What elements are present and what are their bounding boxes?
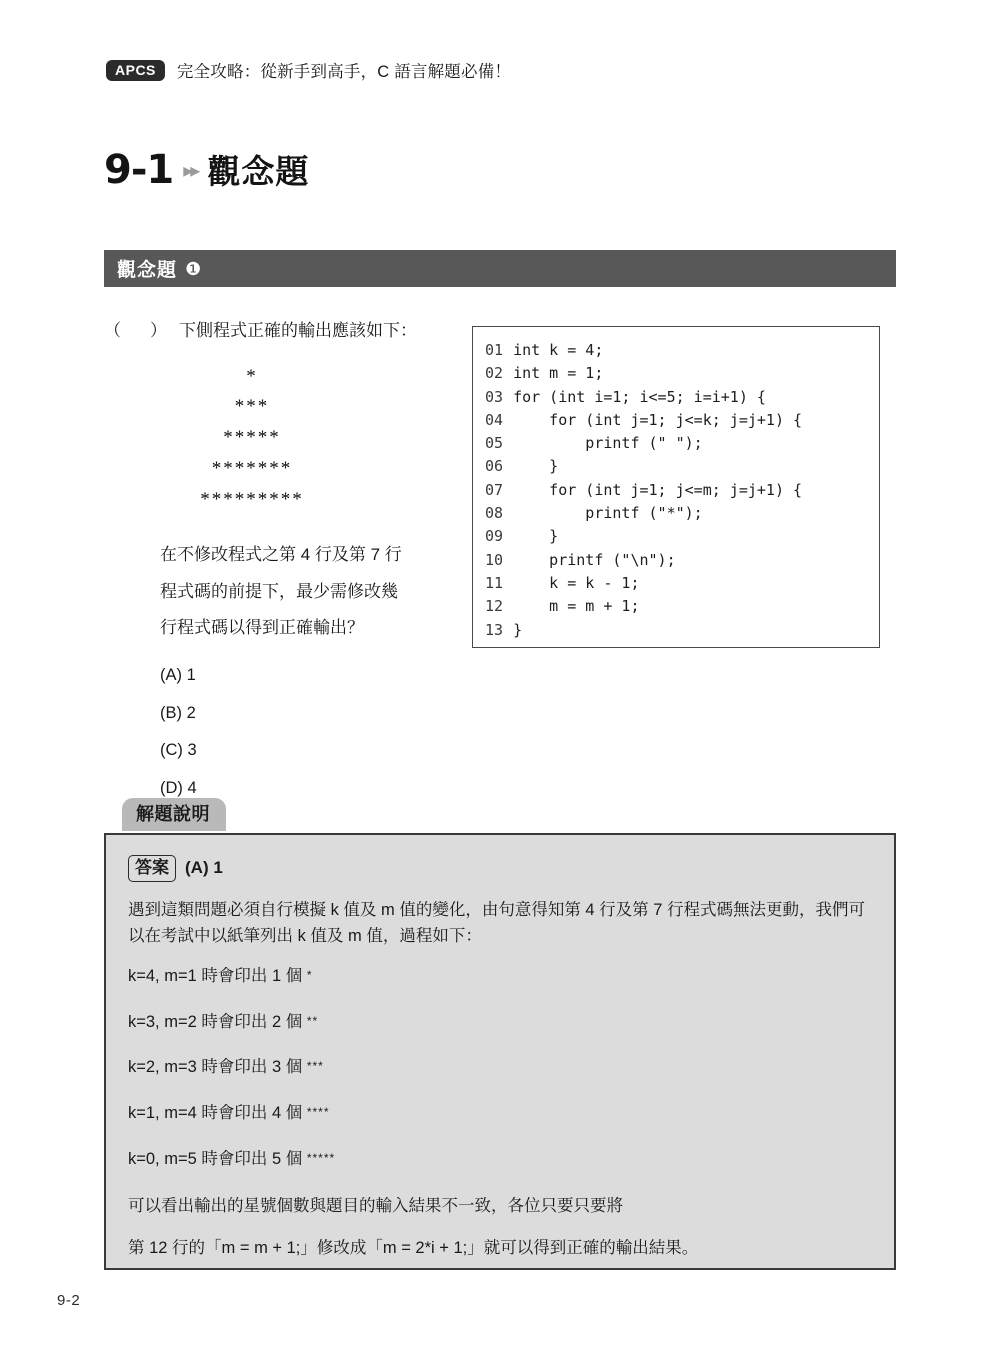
code-line-number: 03 (485, 387, 504, 406)
section-heading (104, 146, 309, 193)
code-line-text: printf (" "); (513, 434, 703, 453)
pyramid-row: ***** (223, 427, 281, 449)
code-line (485, 549, 879, 572)
output-pyramid (122, 362, 382, 516)
code-line-number: 06 (485, 457, 504, 476)
code-line-number: 08 (485, 504, 504, 523)
code-listing (472, 326, 880, 648)
answer-blank-parens: （ ） (104, 321, 173, 340)
trace-text: k=1, m=4 時會印出 4 個 (128, 1104, 307, 1123)
answer-row (128, 855, 872, 882)
code-line-text: int m = 1; (513, 364, 604, 383)
code-line-number: 12 (485, 597, 504, 616)
question-body (160, 537, 460, 647)
code-line-number: 05 (485, 434, 504, 453)
code-line (485, 619, 879, 642)
code-line (485, 409, 879, 432)
trace-stars: * (306, 967, 313, 982)
trace-text: k=2, m=3 時會印出 3 個 (128, 1058, 307, 1077)
section-number: 9-1 (104, 147, 174, 193)
code-line-text: printf ("\n"); (513, 550, 676, 569)
code-line (485, 386, 879, 409)
explanation-paragraph-2: 可以看出輸出的星號個數與題目的輸入結果不一致，各位只要只要將 (128, 1196, 623, 1215)
code-line-text: for (int i=1; i<=5; i=i+1) { (513, 387, 766, 406)
trace-line (128, 1147, 872, 1172)
running-head (106, 58, 511, 82)
trace-line (128, 964, 872, 989)
page-number: 9-2 (57, 1292, 81, 1309)
running-head-title: 完全攻略：從新手到高手，C 語言解題必備！ (176, 63, 512, 81)
code-line (485, 479, 879, 502)
code-line-number: 02 (485, 364, 504, 383)
pyramid-row: ********* (200, 488, 304, 510)
code-line-number: 04 (485, 410, 504, 429)
code-line-number: 13 (485, 620, 504, 639)
trace-stars: ** (306, 1013, 319, 1028)
option-c[interactable]: (C) 3 (160, 741, 197, 760)
code-line-text: printf ("*"); (513, 504, 703, 523)
code-line (485, 572, 879, 595)
double-chevron-right-icon: ▸▸ (183, 160, 198, 182)
question-body-line: 行程式碼以得到正確輸出？ (160, 618, 364, 638)
answer-value: (A) 1 (185, 858, 223, 878)
code-line (485, 502, 879, 525)
code-line (485, 432, 879, 455)
question-band-label: 觀念題 (117, 260, 178, 281)
code-line-text: m = m + 1; (513, 597, 640, 616)
section-title: 觀念題 (207, 153, 310, 190)
code-line-text: for (int j=1; j<=k; j=j+1) { (513, 410, 803, 429)
code-line (485, 362, 879, 385)
trace-line (128, 1101, 872, 1126)
apcs-badge: APCS (106, 60, 165, 81)
explanation-box (104, 833, 896, 1270)
pyramid-row: *** (234, 396, 270, 418)
trace-stars: ***** (306, 1150, 336, 1165)
code-line-number: 09 (485, 527, 504, 546)
code-line (485, 595, 879, 618)
trace-stars: *** (306, 1059, 324, 1074)
question-stem (104, 318, 459, 344)
trace-text: k=4, m=1 時會印出 1 個 (128, 966, 307, 985)
question-band-number: ❶ (185, 258, 202, 279)
pyramid-row: ******* (211, 457, 293, 479)
question-body-line: 在不修改程式之第 4 行及第 7 行 (160, 545, 402, 565)
option-a[interactable]: (A) 1 (160, 665, 196, 684)
explanation-paragraph-1: 遇到這類問題必須自行模擬 k 值及 m 值的變化，由句意得知第 4 行及第 7 行程式碼無法更動，我們可以在考試中以紙筆列出 k 值及 m 值，過程如下： (128, 900, 866, 946)
trace-line (128, 1010, 872, 1035)
question-band (104, 250, 896, 287)
code-line-number: 11 (485, 573, 504, 592)
code-line-text: } (513, 620, 523, 639)
answer-tag: 答案 (128, 855, 176, 882)
code-line-text: } (513, 527, 559, 546)
option-d[interactable]: (D) 4 (160, 778, 197, 797)
code-line (485, 525, 879, 548)
pyramid-row: * (246, 365, 258, 387)
code-line-text: for (int j=1; j<=m; j=j+1) { (513, 480, 803, 499)
option-b[interactable]: (B) 2 (160, 703, 196, 722)
question-stem-text: 下側程式正確的輸出應該如下： (179, 321, 417, 340)
code-line (485, 339, 879, 362)
code-line-number: 01 (485, 341, 504, 359)
trace-text: k=3, m=2 時會印出 2 個 (128, 1012, 307, 1031)
trace-line (128, 1055, 872, 1080)
code-line-text: int k = 4; (513, 341, 604, 359)
trace-text: k=0, m=5 時會印出 5 個 (128, 1149, 307, 1168)
code-line-number: 10 (485, 550, 504, 569)
explanation-paragraph-3: 第 12 行的「m = m + 1;」修改成「m = 2*i + 1;」就可以得到正確的輸出結果。 (128, 1239, 699, 1258)
trace-stars: **** (306, 1105, 330, 1120)
explanation-tab: 解題說明 (122, 798, 226, 831)
code-line (485, 455, 879, 478)
code-line-text: k = k - 1; (513, 573, 640, 592)
code-line-text: } (513, 457, 559, 476)
question-body-line: 程式碼的前提下，最少需修改幾 (160, 581, 398, 601)
code-line-number: 07 (485, 480, 504, 499)
question-options (160, 657, 459, 807)
question-text-column (104, 318, 459, 807)
